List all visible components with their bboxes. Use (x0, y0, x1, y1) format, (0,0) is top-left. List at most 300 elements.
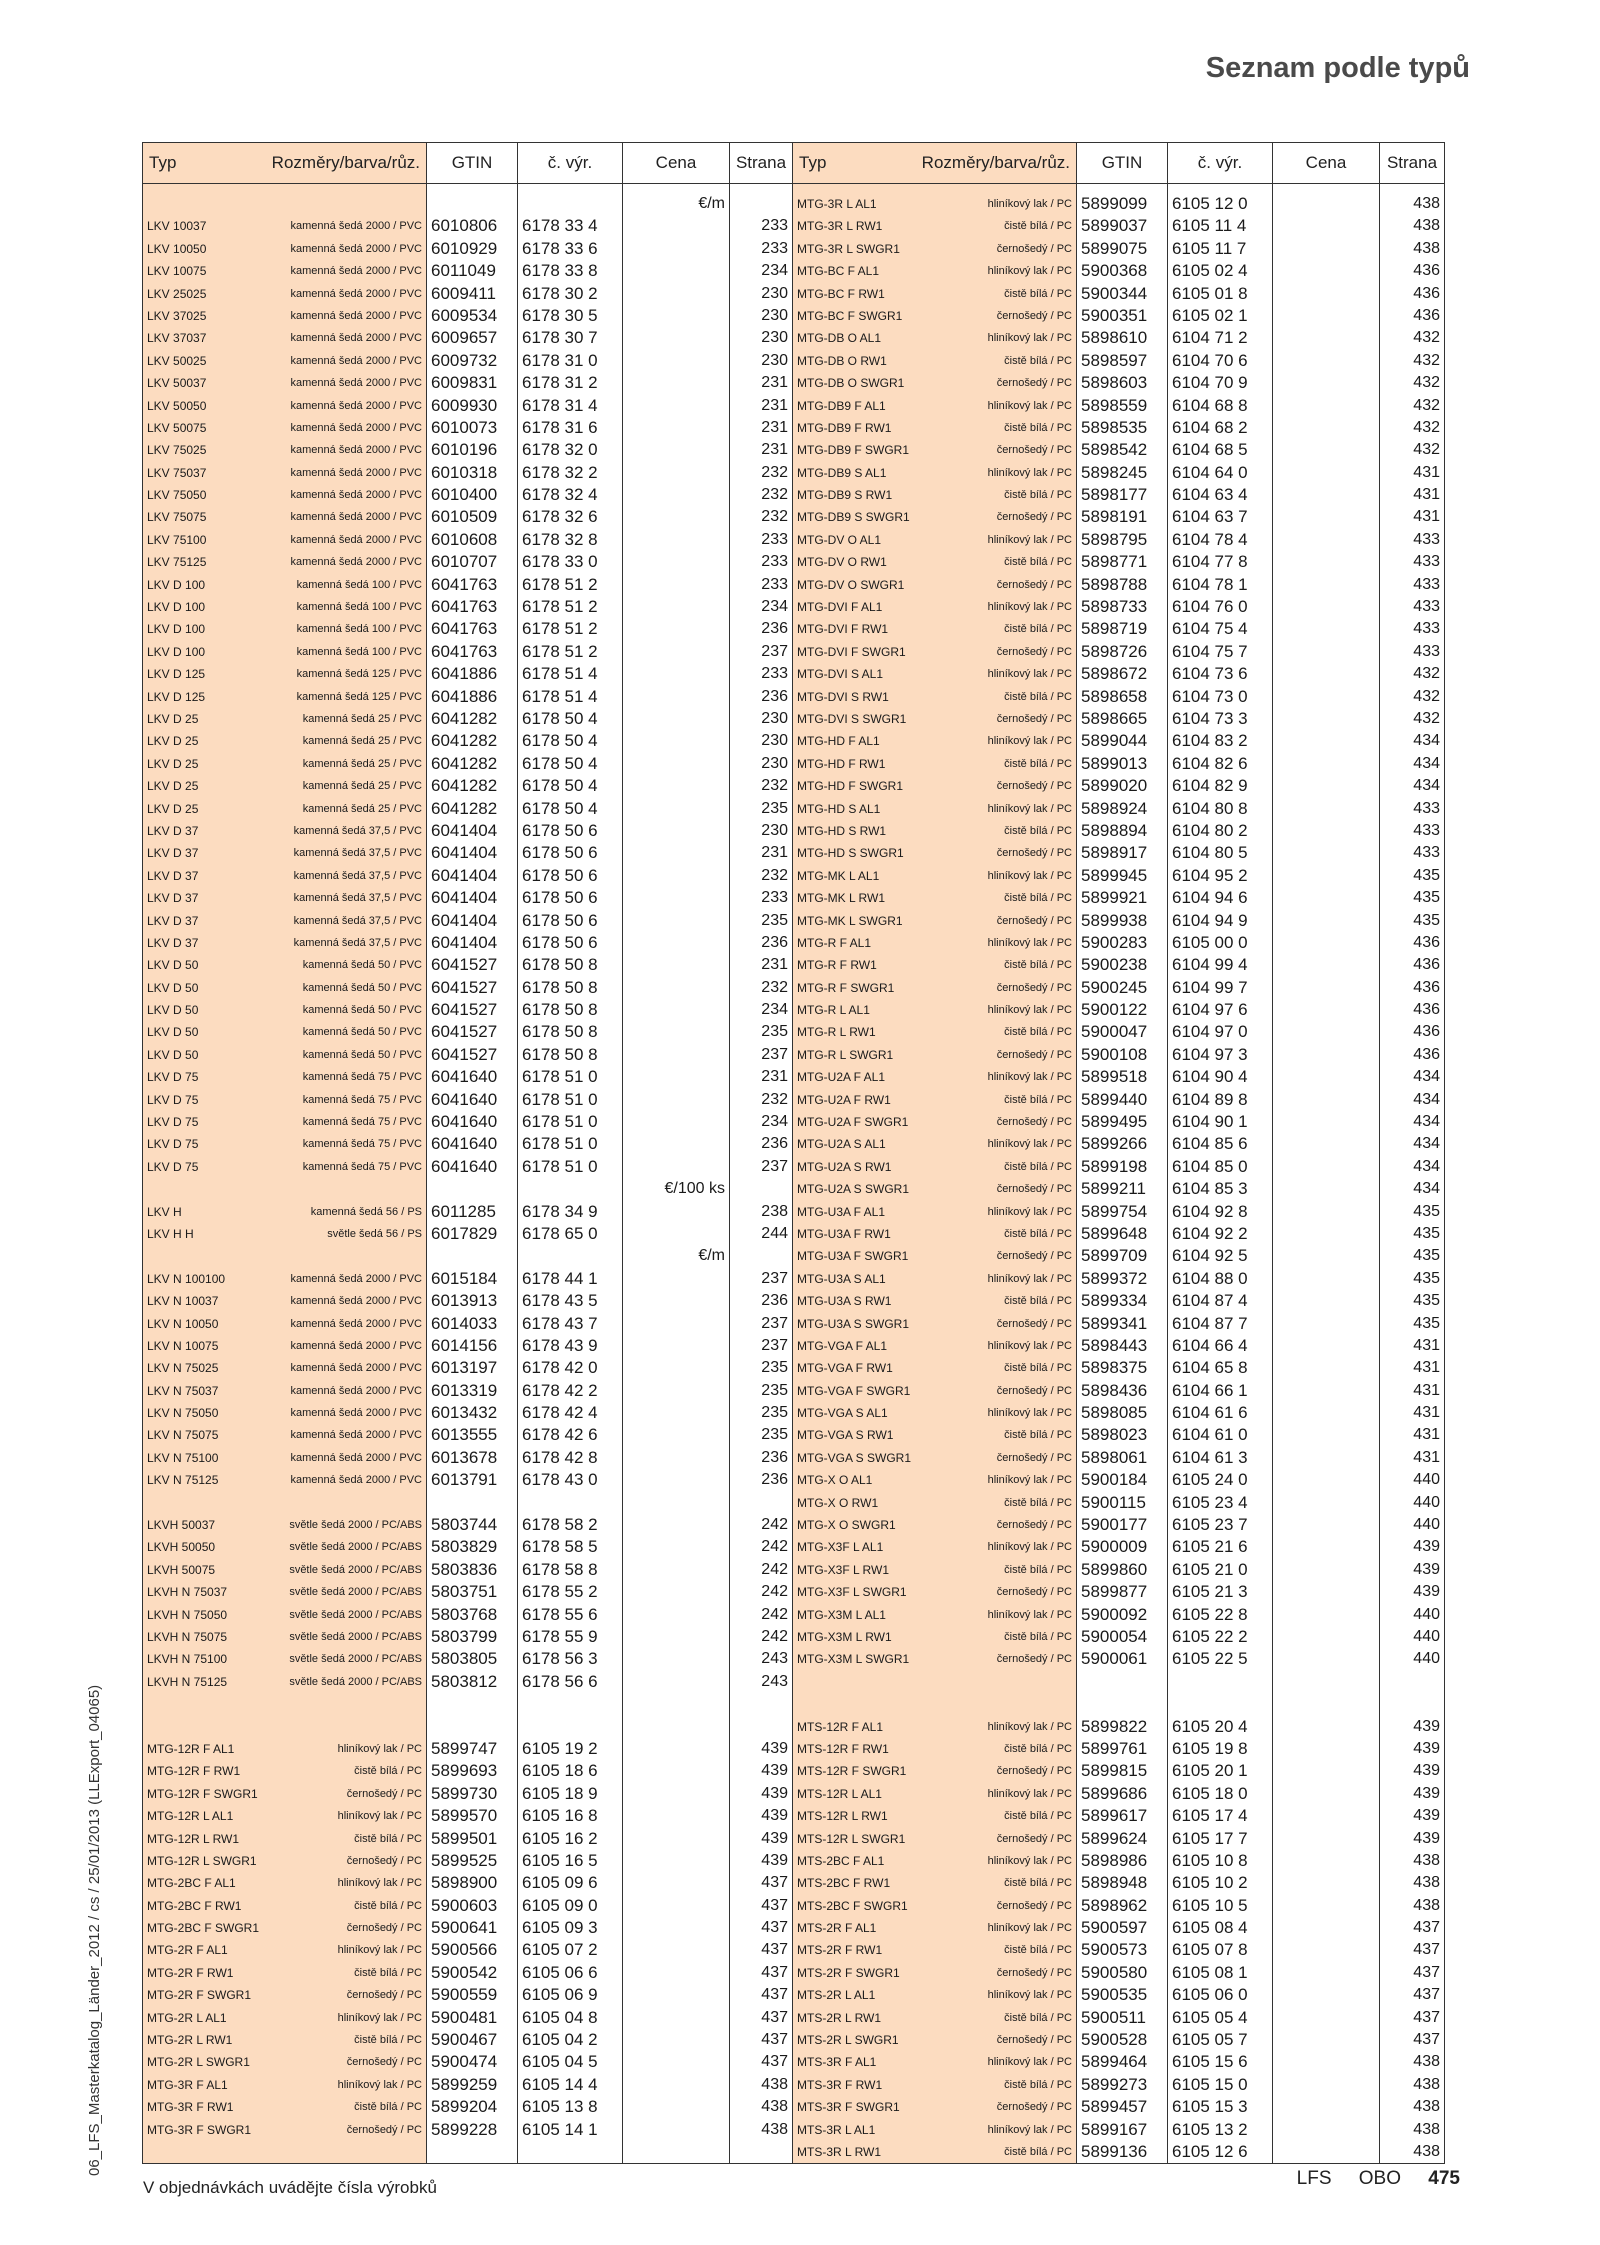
product-type: LKV N 10037 (147, 1294, 219, 1309)
price-unit-cell (1273, 708, 1379, 730)
page-ref-cell: 437 (1413, 1919, 1440, 1937)
type-cell (793, 1066, 1076, 1088)
page-ref-cell: 242 (761, 1583, 788, 1601)
price-unit-cell (1273, 1805, 1379, 1827)
product-type: MTG-U2A S SWGR1 (797, 1182, 910, 1197)
item-number-cell: 6105 04 2 (522, 2030, 598, 2050)
gtin-cell: 6009534 (431, 305, 498, 325)
type-cell (143, 1872, 426, 1894)
price-unit-cell (1273, 2051, 1379, 2073)
gtin-cell: 6009732 (431, 350, 498, 370)
product-description: světle šedá 2000 / PC/ABS (289, 1631, 422, 1643)
gtin-cell: 5899648 (1081, 1223, 1148, 1243)
gtin-cell: 6013555 (431, 1425, 498, 1445)
price-unit-cell (623, 686, 729, 708)
item-number-cell: 6105 23 4 (1172, 1492, 1248, 1512)
item-number-cell: 6105 05 7 (1172, 2030, 1248, 2050)
gtin-cell: 6013197 (431, 1358, 498, 1378)
page-ref-cell: 431 (1413, 1336, 1440, 1354)
item-number-cell: 6178 30 5 (522, 305, 598, 325)
gtin-cell: 6013432 (431, 1403, 498, 1423)
gtin-cell: 6015184 (431, 1268, 498, 1288)
gtin-cell: 5900368 (1081, 261, 1148, 281)
gtin-cell: 5803799 (431, 1627, 498, 1646)
product-type: MTG-2R F SWGR1 (147, 1988, 251, 2003)
page-ref-cell: 231 (761, 396, 788, 414)
page-ref-cell: 436 (1413, 262, 1440, 280)
product-description: hliníkový lak / PC (987, 1138, 1072, 1151)
product-type: MTS-12R F SWGR1 (797, 1764, 907, 1779)
page-ref-cell: 436 (1413, 978, 1440, 996)
type-cell (793, 977, 1076, 999)
price-unit-cell (1273, 1066, 1379, 1088)
product-type: LKVH 50075 (147, 1562, 216, 1577)
page-ref-cell: 231 (761, 441, 788, 459)
item-number-cell: 6178 50 4 (522, 731, 598, 751)
product-description: kamenná šedá 100 / PVC (296, 623, 422, 636)
type-cell (793, 842, 1076, 864)
gtin-cell: 5898085 (1081, 1403, 1148, 1423)
gtin-cell: 5900351 (1081, 305, 1148, 325)
page-ref-cell: 439 (1413, 1560, 1440, 1578)
header-cena: Cena (1273, 143, 1379, 184)
gtin-cell: 6013913 (431, 1291, 498, 1311)
gtin-cell: 5899686 (1081, 1783, 1148, 1803)
product-type: MTG-DV O AL1 (797, 532, 882, 547)
item-number-cell: 6178 58 8 (522, 1559, 598, 1579)
price-unit-cell: €/100 ks (664, 1180, 725, 1198)
product-description: hliníkový lak / PC (987, 1720, 1072, 1733)
product-type: MTS-2R L RW1 (797, 2010, 882, 2025)
page-ref-cell: 438 (1413, 195, 1440, 212)
product-type: LKV D 37 (147, 823, 199, 838)
price-unit-cell (1273, 260, 1379, 282)
type-cell (793, 1156, 1076, 1178)
type-cell (793, 551, 1076, 573)
page-ref-cell: 231 (761, 1068, 788, 1086)
price-unit-cell (623, 708, 729, 730)
type-cell (793, 1290, 1076, 1312)
gtin-cell: 5898542 (1081, 440, 1148, 460)
price-unit-cell (623, 305, 729, 327)
item-number-cell: 6105 14 4 (522, 2074, 598, 2094)
price-unit-cell (1273, 1044, 1379, 1066)
product-description: čistě bílá / PC (1004, 287, 1072, 300)
product-description: kamenná šedá 100 / PVC (296, 645, 422, 658)
item-number-cell: 6178 42 0 (522, 1358, 598, 1378)
price-unit-cell (623, 1223, 729, 1245)
product-type: LKV N 10050 (147, 1316, 219, 1331)
price-unit-cell (1273, 1850, 1379, 1872)
product-description: černošedý / PC (996, 981, 1072, 994)
product-description: hliníkový lak / PC (987, 735, 1072, 748)
gtin-cell: 6010509 (431, 507, 498, 527)
product-description: čistě bílá / PC (1004, 1026, 1072, 1039)
product-description: kamenná šedá 25 / PVC (302, 802, 422, 815)
page-ref-cell: 437 (761, 2008, 788, 2026)
product-description: kamenná šedá 37,5 / PVC (293, 824, 422, 837)
type-cell (793, 1380, 1076, 1402)
page-ref-cell: 232 (761, 978, 788, 996)
price-unit-cell (623, 1469, 729, 1491)
type-cell (793, 305, 1076, 327)
product-type: LKV 50025 (147, 353, 207, 368)
page-ref-cell (1380, 1693, 1444, 1715)
page-ref-cell: 233 (761, 530, 788, 548)
product-type: MTS-12R L RW1 (797, 1809, 888, 1824)
type-cell (793, 730, 1076, 752)
gtin-cell: 5899525 (431, 1850, 498, 1870)
product-description: čistě bílá / PC (1004, 690, 1072, 703)
item-number-cell: 6105 16 2 (522, 1828, 598, 1848)
page-ref-cell: 437 (761, 2031, 788, 2049)
type-cell (143, 753, 426, 775)
product-type: LKV N 75125 (147, 1473, 219, 1488)
gtin-cell: 5899761 (1081, 1738, 1148, 1758)
gtin-cell: 5899624 (1081, 1828, 1148, 1848)
product-type: MTS-12R L AL1 (797, 1786, 882, 1801)
item-number-cell: 6104 85 6 (1172, 1134, 1248, 1154)
product-type: MTG-2BC F AL1 (147, 1876, 236, 1891)
page-ref-cell: 230 (761, 306, 788, 324)
type-cell (143, 1223, 426, 1245)
page-ref-cell: 437 (761, 1963, 788, 1981)
item-number-cell: 6104 80 2 (1172, 820, 1248, 840)
item-number-cell: 6178 50 6 (522, 865, 598, 885)
price-unit-cell (623, 1492, 729, 1514)
type-cell (143, 1178, 426, 1200)
item-number-cell: 6104 82 9 (1172, 776, 1248, 796)
price-unit-cell (1273, 820, 1379, 842)
page-ref-cell: 431 (1413, 1426, 1440, 1444)
type-cell (793, 215, 1076, 237)
product-type: LKV D 37 (147, 868, 199, 883)
type-cell (793, 641, 1076, 663)
page-ref-cell: 439 (761, 1851, 788, 1869)
product-type: LKV N 75025 (147, 1361, 219, 1376)
type-cell (793, 1402, 1076, 1424)
product-type: MTG-DB O SWGR1 (797, 376, 905, 391)
product-type: LKV D 25 (147, 734, 199, 749)
page-ref-cell: 230 (761, 351, 788, 369)
gtin-cell: 5899013 (1081, 753, 1148, 773)
type-cell (793, 529, 1076, 551)
item-number-cell (518, 193, 622, 215)
page-ref-cell: 432 (1413, 418, 1440, 436)
item-number-cell: 6105 22 2 (1172, 1627, 1248, 1646)
price-unit-cell (623, 1133, 729, 1155)
product-type: MTG-DV O SWGR1 (797, 577, 905, 592)
page-ref-cell: 230 (761, 754, 788, 772)
product-description: hliníkový lak / PC (987, 1922, 1072, 1935)
item-number-cell: 6105 11 4 (1172, 216, 1247, 236)
price-unit-cell (623, 798, 729, 820)
gtin-cell: 5803744 (431, 1515, 498, 1535)
page-ref-cell: 235 (761, 1359, 788, 1377)
product-description: čistě bílá / PC (1004, 421, 1072, 434)
gtin-cell: 5900061 (1081, 1649, 1148, 1669)
gtin-cell: 5803751 (431, 1582, 498, 1602)
item-number-cell: 6105 15 3 (1172, 2097, 1248, 2117)
item-number-cell: 6178 32 8 (522, 529, 598, 549)
item-number-cell: 6178 50 4 (522, 753, 598, 773)
product-type-table (142, 142, 1445, 2164)
gtin-cell: 5899044 (1081, 731, 1148, 751)
header-strana: Strana (1380, 143, 1444, 184)
gtin-cells (427, 184, 517, 2141)
item-number-cell: 6178 51 0 (522, 1134, 598, 1154)
gtin-cell: 5900467 (431, 2030, 498, 2050)
product-type: MTG-DVI F AL1 (797, 600, 883, 615)
gtin-cell: 5899747 (431, 1738, 498, 1758)
column-page (729, 143, 792, 2163)
product-type: MTG-DB9 F AL1 (797, 398, 886, 413)
item-number-cell: 6104 88 0 (1172, 1268, 1248, 1288)
column-page (1379, 143, 1444, 2163)
item-number-cell: 6104 87 7 (1172, 1313, 1248, 1333)
product-type: MTG-X3F L AL1 (797, 1540, 884, 1555)
item-number-cell: 6105 13 2 (1172, 2119, 1248, 2139)
product-description: kamenná šedá 25 / PVC (302, 712, 422, 725)
price-unit-cell (623, 1693, 729, 1715)
type-cell (143, 529, 426, 551)
page-ref-cell (730, 1178, 792, 1200)
type-cell (793, 1738, 1076, 1760)
product-type: LKV 75100 (147, 532, 207, 547)
price-unit-cell (623, 1290, 729, 1312)
price-unit-cell (623, 1604, 729, 1626)
type-cell (143, 1626, 426, 1648)
page-ref-cell: 432 (1413, 665, 1440, 683)
product-type: LKV N 75100 (147, 1450, 219, 1465)
type-cell (793, 954, 1076, 976)
item-number-cell (1168, 1693, 1272, 1715)
gtin-cell: 5900603 (431, 1895, 498, 1915)
price-unit-cell (1273, 529, 1379, 551)
price-unit-cell (623, 618, 729, 640)
gtin-cell: 5900344 (1081, 283, 1148, 303)
type-cell (143, 327, 426, 349)
type-cell (793, 417, 1076, 439)
item-number-cell: 6178 55 2 (522, 1582, 598, 1602)
gtin-cell: 5899822 (1081, 1716, 1148, 1736)
type-cell (143, 305, 426, 327)
item-number-cell: 6178 51 2 (522, 574, 598, 594)
type-cell (143, 1917, 426, 1939)
product-description: čistě bílá / PC (1004, 489, 1072, 502)
type-cell (793, 350, 1076, 372)
type-cell (793, 260, 1076, 282)
header-rozmery: Rozměry/barva/růz. (271, 153, 420, 172)
table-left-half (143, 143, 792, 2163)
price-unit-cell (1273, 1313, 1379, 1335)
product-description: kamenná šedá 50 / PVC (302, 981, 422, 994)
page-ref-cell: 431 (1413, 1359, 1440, 1377)
product-type: LKV N 75037 (147, 1383, 219, 1398)
product-type: MTS-3R F SWGR1 (797, 2100, 900, 2115)
item-number-cell: 6178 50 8 (522, 977, 598, 997)
price-unit-cell (623, 462, 729, 484)
product-description: hliníkový lak / PC (987, 869, 1072, 882)
page-ref-cell: 232 (761, 866, 788, 884)
item-number-cell: 6178 33 6 (522, 238, 598, 258)
page-ref-cell: 230 (761, 284, 788, 302)
page-ref-cell: 440 (1413, 1493, 1440, 1511)
product-type: MTG-12R L RW1 (147, 1831, 240, 1846)
price-unit-cell (1273, 2074, 1379, 2096)
product-type: LKV D 37 (147, 846, 199, 861)
product-type: LKV 50075 (147, 420, 207, 435)
price-unit-cell (1273, 2141, 1379, 2163)
price-unit-cell (623, 1939, 729, 1961)
page-ref-cell: 435 (1413, 1247, 1440, 1265)
price-unit-cell (623, 1066, 729, 1088)
gtin-cell: 5899341 (1081, 1313, 1148, 1333)
page-ref-cell: 231 (761, 956, 788, 974)
product-type: LKV D 50 (147, 980, 199, 995)
side-catalog-reference: 06_LFS_Masterkatalog_Länder_2012 / cs / 25/01/2013 (LLExport_04065) (86, 1684, 103, 2176)
product-type: MTG-HD S SWGR1 (797, 846, 904, 861)
price-unit-cell (1273, 1962, 1379, 1984)
product-description: černošedý / PC (996, 1250, 1072, 1263)
product-description: čistě bílá / PC (1004, 1362, 1072, 1375)
type-cell (793, 887, 1076, 909)
item-number-cell (518, 1492, 622, 1514)
type-cell (143, 574, 426, 596)
gtin-cell: 5898443 (1081, 1335, 1148, 1355)
price-unit-cell (1273, 1693, 1379, 1715)
page-ref-cell: 436 (1413, 284, 1440, 302)
product-type: LKV 10037 (147, 219, 207, 234)
product-type: MTG-BC F RW1 (797, 286, 885, 301)
item-number-cell: 6104 94 9 (1172, 910, 1248, 930)
type-cell (793, 596, 1076, 618)
item-number-cell: 6105 08 4 (1172, 1918, 1248, 1938)
gtin-cell: 6013319 (431, 1380, 498, 1400)
type-cell (143, 708, 426, 730)
product-description: čistě bílá / PC (354, 1765, 422, 1778)
product-description: černošedý / PC (346, 1787, 422, 1800)
item-number-cell: 6178 51 2 (522, 641, 598, 661)
gtin-cell: 5900238 (1081, 955, 1148, 975)
item-number-cell: 6178 58 5 (522, 1537, 598, 1557)
page-ref-cell: 435 (1413, 1314, 1440, 1332)
product-type: MTS-2BC F SWGR1 (797, 1898, 908, 1913)
product-type: MTG-DV O RW1 (797, 555, 887, 570)
item-number-cell: 6178 43 9 (522, 1335, 598, 1355)
price-unit-cell (1273, 775, 1379, 797)
price-unit-cell (1273, 842, 1379, 864)
product-description: kamenná šedá 75 / PVC (302, 1138, 422, 1151)
price-unit-cell (623, 820, 729, 842)
price-unit-cell (1273, 1492, 1379, 1514)
page-ref-cell: 235 (761, 799, 788, 817)
item-number-cell: 6178 32 0 (522, 440, 598, 460)
product-type: MTG-X O RW1 (797, 1495, 879, 1510)
page-title: Seznam podle typů (1205, 52, 1470, 84)
product-type: MTG-3R F RW1 (147, 2100, 234, 2115)
gtin-cell: 5898795 (1081, 529, 1148, 549)
product-description: hliníkový lak / PC (987, 466, 1072, 479)
price-unit-cell (623, 977, 729, 999)
product-description: kamenná šedá 2000 / PVC (290, 466, 422, 479)
strana-cells (730, 184, 792, 2141)
item-number-cell: 6105 22 8 (1172, 1604, 1248, 1624)
gtin-cell: 5899273 (1081, 2074, 1148, 2094)
product-type: MTG-DB9 F RW1 (797, 420, 892, 435)
product-type: LKV N 75075 (147, 1428, 219, 1443)
gtin-cell: 5899464 (1081, 2052, 1148, 2072)
product-description: čistě bílá / PC (1004, 1093, 1072, 1106)
product-description: čistě bílá / PC (1004, 623, 1072, 636)
item-number-cell: 6178 51 0 (522, 1156, 598, 1176)
column-gtin (426, 143, 517, 2163)
page-ref-cell: 434 (1413, 1157, 1440, 1175)
type-cell (143, 618, 426, 640)
type-cell (793, 462, 1076, 484)
gtin-cell: 5898719 (1081, 619, 1148, 639)
product-type: LKVH 50050 (147, 1540, 216, 1555)
product-type: MTG-X3M L RW1 (797, 1630, 892, 1644)
gtin-cell: 5898535 (1081, 417, 1148, 437)
type-cell (143, 462, 426, 484)
price-unit-cell (1273, 932, 1379, 954)
column-price (1272, 143, 1379, 2163)
type-cell (793, 1693, 1076, 1715)
strana-cells (1380, 184, 1444, 2163)
product-type: MTG-X3F L SWGR1 (797, 1585, 907, 1600)
type-cell (793, 2007, 1076, 2029)
gtin-cell: 5899334 (1081, 1291, 1148, 1311)
price-unit-cell (1273, 1828, 1379, 1850)
type-cell (793, 1133, 1076, 1155)
product-type: MTS-2BC F RW1 (797, 1876, 891, 1891)
product-description: čistě bílá / PC (1004, 1810, 1072, 1823)
type-cell (143, 417, 426, 439)
product-description: čistě bílá / PC (1004, 1160, 1072, 1173)
gtin-cell: 6011049 (431, 261, 496, 281)
item-number-cell: 6104 92 5 (1172, 1246, 1248, 1266)
product-description: čistě bílá / PC (354, 2034, 422, 2047)
item-number-cell: 6178 42 4 (522, 1403, 598, 1423)
price-unit-cell (623, 417, 729, 439)
product-type: MTG-U2A S RW1 (797, 1159, 892, 1174)
product-type: MTG-DB9 S AL1 (797, 465, 887, 480)
gtin-cell: 5803768 (431, 1604, 498, 1624)
item-number-cell: 6104 90 1 (1172, 1112, 1248, 1132)
product-description: hliníkový lak / PC (987, 802, 1072, 815)
type-cells (143, 184, 426, 2141)
item-number-cell: 6105 11 7 (1172, 238, 1247, 258)
price-unit-cell (1273, 977, 1379, 999)
product-type: MTG-HD F RW1 (797, 756, 886, 771)
type-cell (793, 1581, 1076, 1603)
product-description: hliníkový lak / PC (987, 1474, 1072, 1487)
product-description: černošedý / PC (996, 2101, 1072, 2114)
price-unit-cell (623, 1783, 729, 1805)
item-number-cell: 6105 05 4 (1172, 2007, 1248, 2027)
product-description: kamenná šedá 2000 / PVC (290, 354, 422, 367)
type-cell (793, 1424, 1076, 1446)
product-type: LKV D 25 (147, 756, 199, 771)
type-cell (793, 1044, 1076, 1066)
product-description: světle šedá 2000 / PC/ABS (289, 1653, 422, 1666)
gtin-cell: 6009657 (431, 328, 498, 348)
gtin-cell: 6013791 (431, 1470, 498, 1490)
type-cell (143, 260, 426, 282)
type-cell (793, 2074, 1076, 2096)
product-description: kamenná šedá 100 / PVC (296, 578, 422, 591)
